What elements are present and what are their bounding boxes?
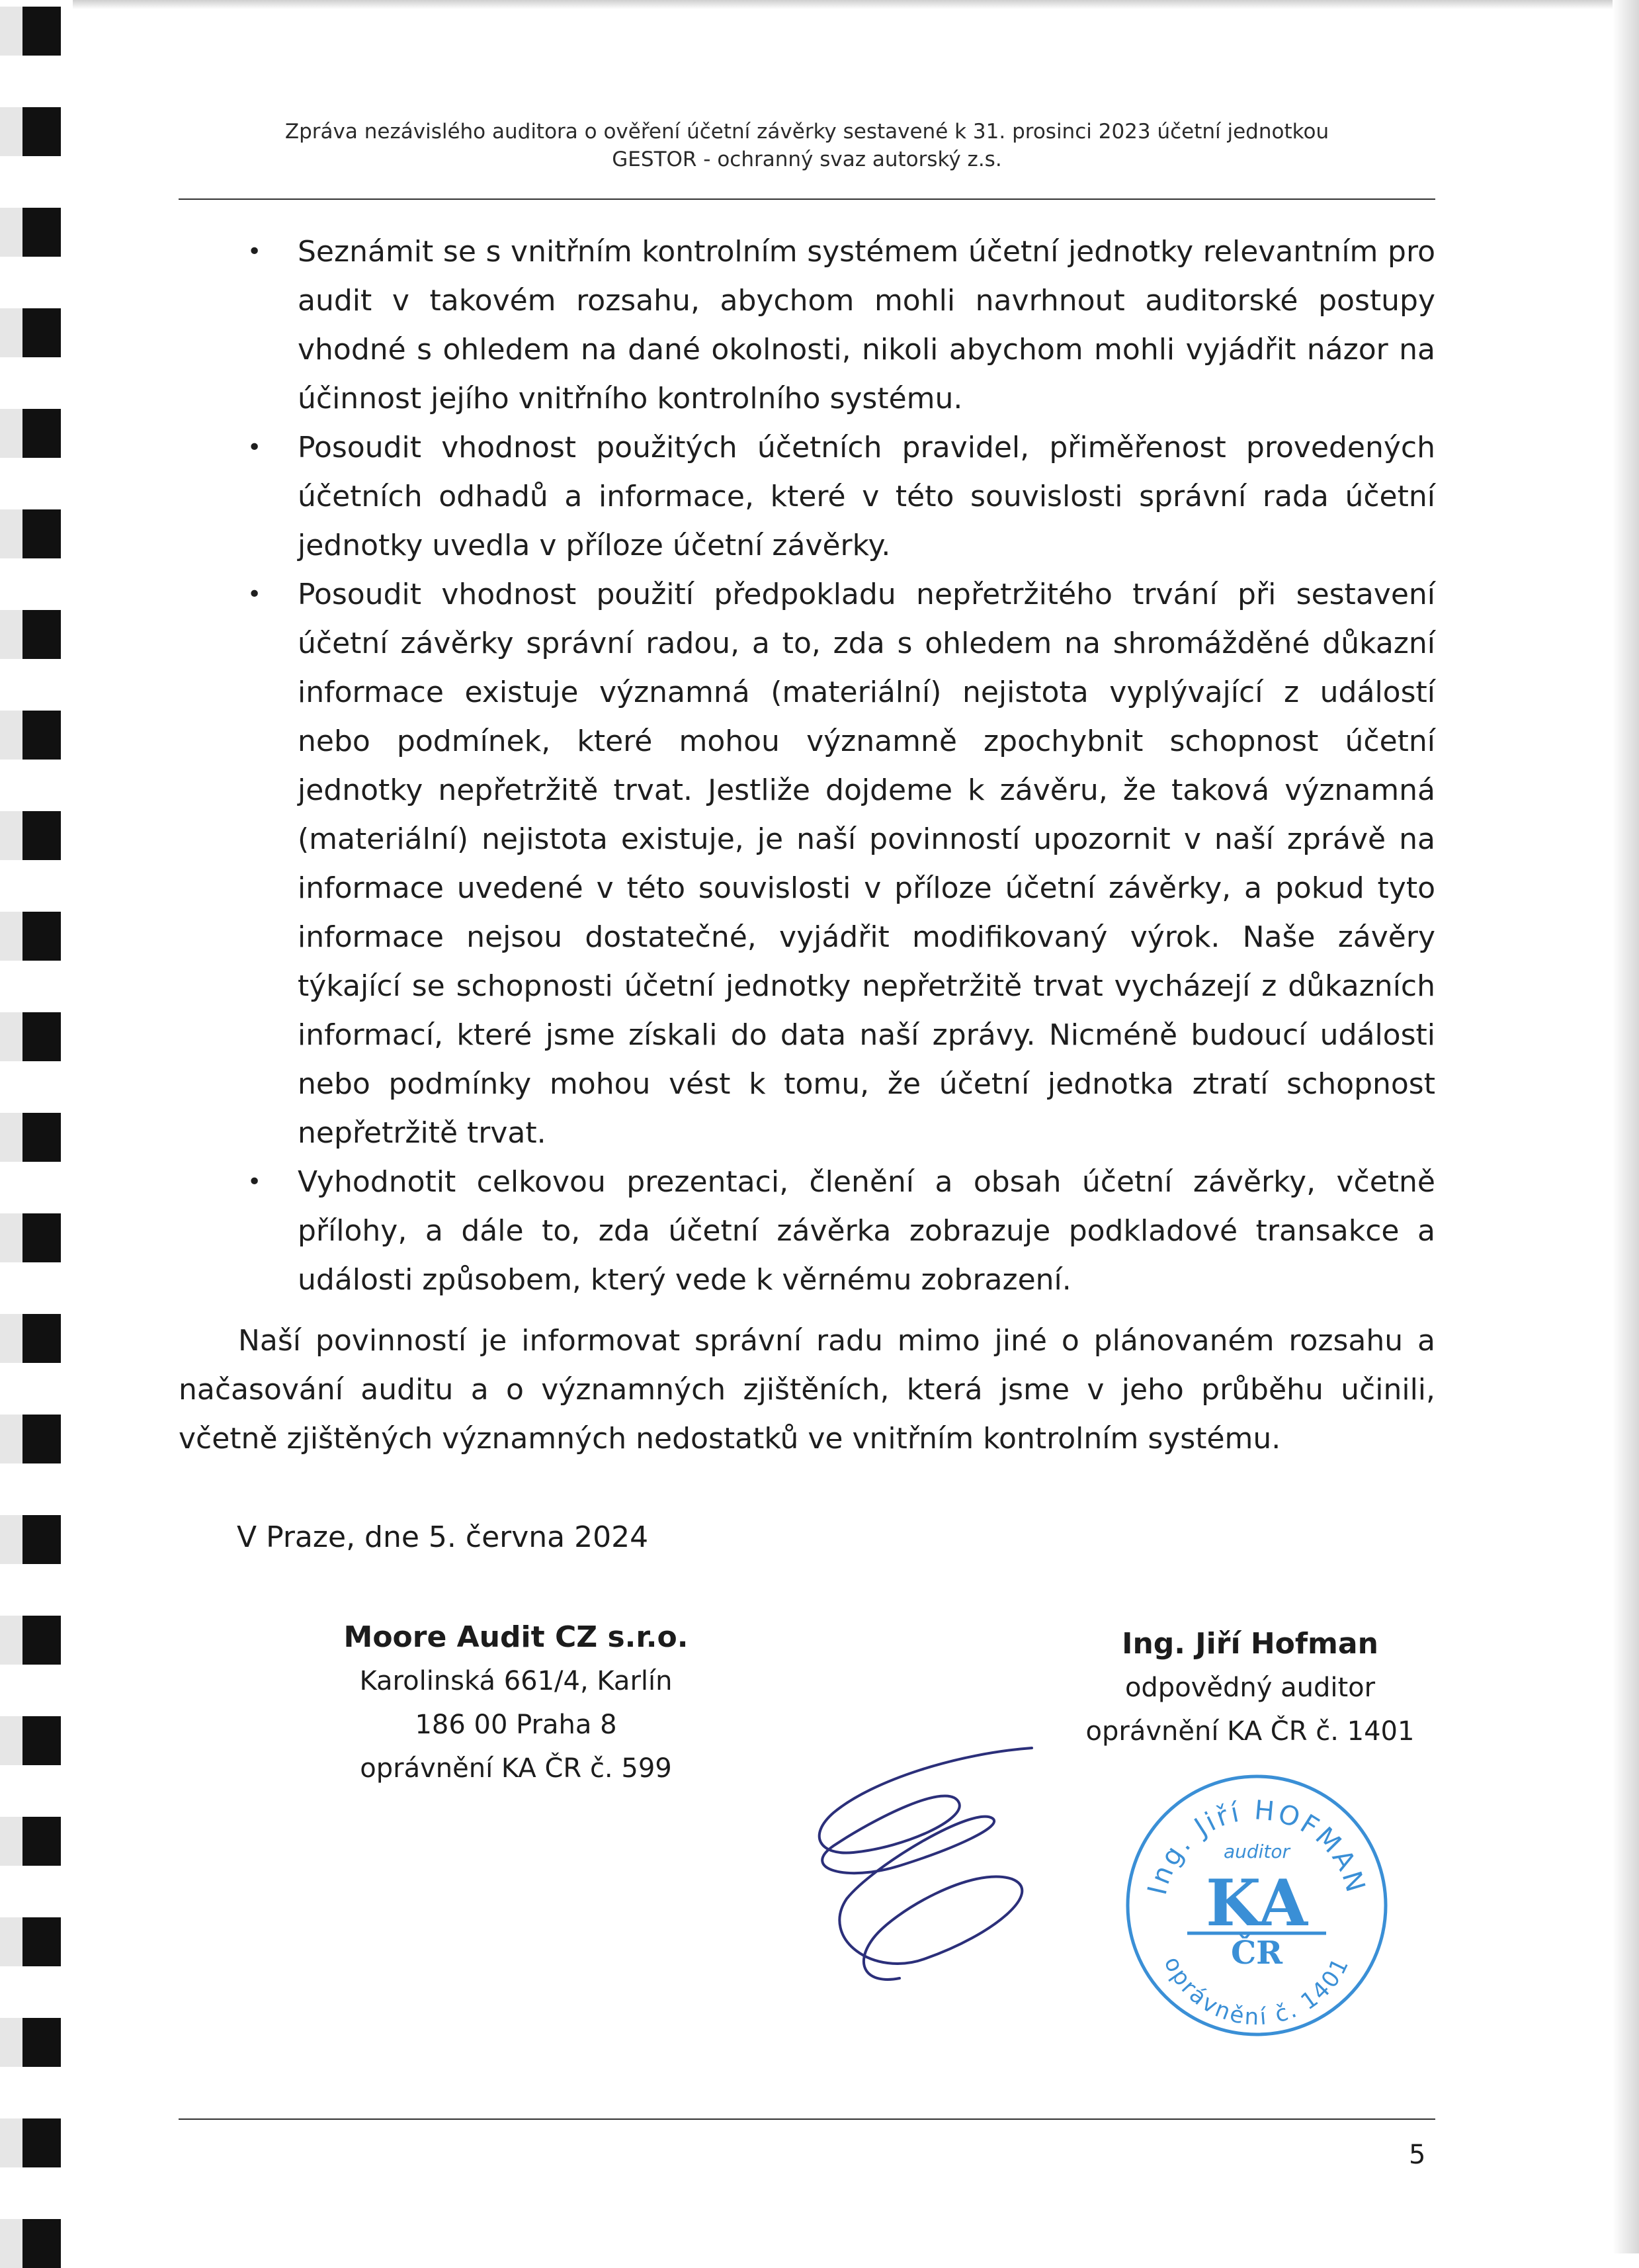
seal-logo-ka: KA: [1205, 1866, 1308, 1941]
binding-hole: [0, 2219, 61, 2268]
report-body: [179, 228, 1435, 1463]
binding-hole: [0, 2018, 61, 2067]
running-header: [179, 118, 1435, 173]
auditor-license: oprávnění KA ČR č. 1401: [1085, 1716, 1415, 1747]
page-edge-shadow: [1613, 0, 1639, 2253]
seal-sub-text: auditor: [1223, 1841, 1290, 1862]
seal-top-text: Ing. Jiří HOFMAN: [1142, 1795, 1372, 1898]
auditor-block: [1032, 1622, 1468, 1753]
firm-license: oprávnění KA ČR č. 599: [360, 1753, 672, 1784]
footer-rule: [179, 2118, 1435, 2120]
binding-hole: [0, 1817, 61, 1866]
list-item: [179, 1158, 1435, 1305]
closing-paragraph: Naší povinností je informovat správní radu mimo jiné o plánovaném rozsahu a načasování auditu a o významných zjištěních, která jsme v jeho průběhu učinili, včetně zjištěných významných nedostatků ve vnitřním kontrolním systému.: [179, 1324, 1435, 1456]
seal-bottom-text: oprávnění č. 1401: [1158, 1952, 1355, 2031]
binding-hole: [0, 1515, 61, 1564]
binding-hole: [0, 711, 61, 760]
binding-hole: [0, 409, 61, 458]
signature-stroke: [820, 1748, 1032, 1980]
spiral-binding: [0, 0, 73, 2253]
seal-logo-cr: ČR: [1230, 1935, 1283, 1972]
auditor-seal: [1118, 1766, 1396, 2044]
binding-hole: [0, 509, 61, 558]
header-rule: [179, 198, 1435, 200]
binding-hole: [0, 912, 61, 961]
binding-hole: [0, 1314, 61, 1363]
list-item: [179, 570, 1435, 1158]
firm-address-line-2: 186 00 Praha 8: [415, 1710, 617, 1740]
binding-hole: [0, 208, 61, 257]
list-item: [179, 423, 1435, 570]
binding-hole: [0, 2118, 61, 2167]
page-top-shadow: [73, 0, 1613, 9]
handwritten-signature: [794, 1740, 1072, 2005]
auditor-role: odpovědný auditor: [1124, 1673, 1376, 1703]
header-line-1: Zpráva nezávislého auditora o ověření účetní závěrky sestavené k 31. prosinci 2023 účetní jednotkou: [284, 120, 1329, 144]
binding-hole: [0, 107, 61, 156]
header-line-2: GESTOR - ochranný svaz autorský z.s.: [612, 148, 1002, 171]
responsibilities-list: [179, 228, 1435, 1305]
binding-hole: [0, 1716, 61, 1765]
binding-hole: [0, 610, 61, 659]
bullet-glyph: •: [247, 238, 262, 265]
place-and-date: V Praze, dne 5. června 2024: [237, 1520, 649, 1554]
binding-hole: [0, 1213, 61, 1262]
page-number: 5: [1409, 2140, 1426, 2170]
binding-hole: [0, 308, 61, 357]
binding-hole: [0, 7, 61, 56]
binding-hole: [0, 1012, 61, 1061]
list-item-text: Seznámit se s vnitřním kontrolním systémem účetní jednotky relevantním pro audit v takovém rozsahu, abychom mohli navrhnout auditorské postupy vhodné s ohledem na dané okolnosti, nikoli abychom mohli vyjádřit názor na účinnost jejího vnitřního kontrolního systému.: [298, 235, 1435, 415]
binding-hole: [0, 811, 61, 860]
list-item: [179, 228, 1435, 423]
binding-hole: [0, 1113, 61, 1162]
bullet-glyph: •: [247, 1168, 262, 1196]
binding-hole: [0, 1616, 61, 1665]
list-item-text: Vyhodnotit celkovou prezentaci, členění a obsah účetní závěrky, včetně přílohy, a dále to, zda účetní závěrka zobrazuje podkladové transakce a události způsobem, který vede k věrnému zobrazení.: [298, 1165, 1435, 1297]
auditor-name: Ing. Jiří Hofman: [1122, 1627, 1378, 1661]
binding-hole: [0, 1917, 61, 1966]
firm-name: Moore Audit CZ s.r.o.: [343, 1620, 689, 1654]
audit-firm-block: [284, 1616, 747, 1790]
firm-address-line-1: Karolinská 661/4, Karlín: [359, 1666, 673, 1696]
binding-hole: [0, 1415, 61, 1463]
list-item-text: Posoudit vhodnost použití předpokladu nepřetržitého trvání při sestavení účetní závěrky správní radou, a to, zda s ohledem na shromážděné důkazní informace existuje významná (materiální) nejistota vyplývající z událostí nebo podmínek, které mohou významně zpochybnit schopnost účetní jednotky nepřetržitě trvat. Jestliže dojdeme k závěru, že taková významná (materiální) nejistota existuje, je naší povinností upozornit v naší zprávě na informace uvedené v této souvislosti v příloze účetní závěrky, a pokud tyto informace nejsou dostatečné, vyjádřit modifikovaný výrok. Naše závěry týkající se schopnosti účetní jednotky nepřetržitě trvat vycházejí z důkazních informací, které jsme získali do data naší zprávy. Nicméně budoucí události nebo podmínky mohou vést k tomu, že účetní jednotka ztratí schopnost nepřetržitě trvat.: [298, 578, 1435, 1150]
list-item-text: Posoudit vhodnost použitých účetních pravidel, přiměřenost provedených účetních odhadů a informace, které v této souvislosti správní rada účetní jednotky uvedla v příloze účetní závěrky.: [298, 431, 1435, 562]
bullet-glyph: •: [247, 434, 262, 461]
bullet-glyph: •: [247, 581, 262, 608]
